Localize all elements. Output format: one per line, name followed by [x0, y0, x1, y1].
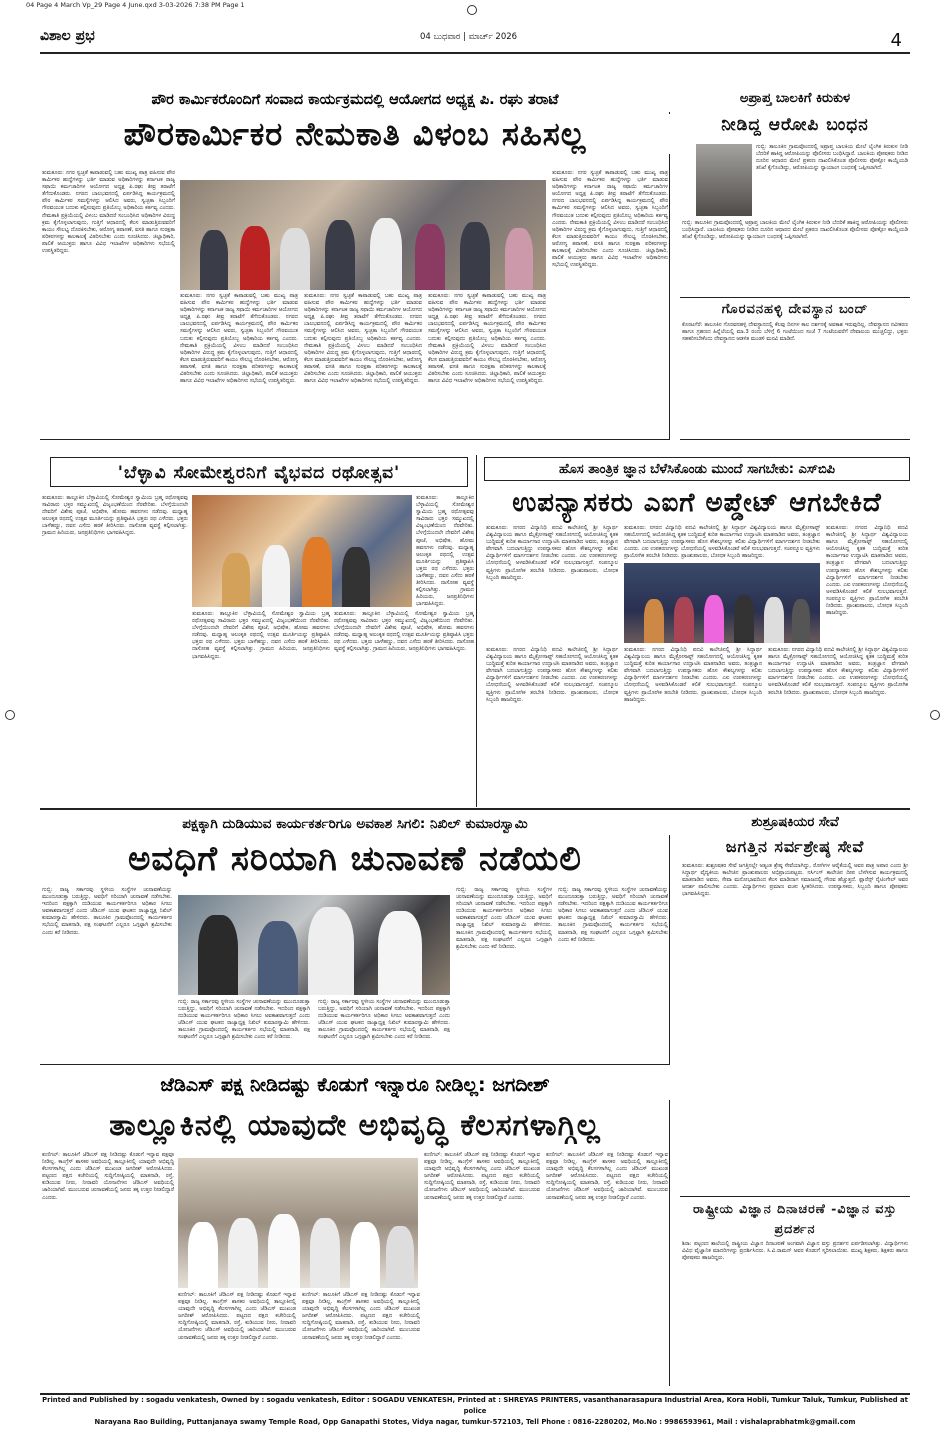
story-rathotsava-photo — [192, 495, 412, 607]
story-temple — [680, 300, 910, 440]
brand-name: ವಿಶಾಲ ಪ್ರಭ — [40, 28, 95, 44]
story-rathotsava-body-col3: ತುಮಕೂರು: ತಾಲ್ಲೂಕಿನ ಬೆಳ್ಳಾವಿಯಲ್ಲಿ ಸೋಮೇಶ್ವರ ಸ್ವಾಮಿಯ ಬ್ರಹ್ಮ ರಥೋತ್ಸವವು ಸಾವಿರಾರು ಭಕ್ತರ ಸಮ್ಮುಖದಲ್ಲಿ ವಿಜೃಂಭಣೆಯಿಂದ ನೆರವೇರಿತು. ಬೆಳಗ್ಗೆಯಿಂದಲೇ ದೇವರಿಗೆ ವಿಶೇಷ ಪೂಜೆ, ಅಭಿಷೇಕ, ಹೋಮ ಹವನಗಳು ನಡೆದವು. ಮಧ್ಯಾಹ್ನ ಅಲಂಕೃತ ರಥದಲ್ಲಿ ಉತ್ಸವ ಮೂರ್ತಿಯನ್ನು ಪ್ರತಿಷ್ಠಾಪಿಸಿ ಭಕ್ತರು ರಥ ಎಳೆದರು. ಭಕ್ತರು ಬಾಳೆಹಣ್ಣು, ದವನ ಎಸೆದು ಹರಕೆ ತೀರಿಸಿದರು. ದಾಸೋಹ ವ್ಯವಸ್ಥೆ ಕಲ್ಪಿಸಲಾಗಿತ್ತು. ಗ್ರಾಮದ ಹಿರಿಯರು, ಜನಪ್ರತಿನಿಧಿಗಳು ಭಾಗವಹಿಸಿದ್ದರು. — [192, 611, 330, 660]
story-jagadish — [40, 1070, 670, 1386]
story-nikhil-headline: ಅವಧಿಗೆ ಸರಿಯಾಗಿ ಚುನಾವಣೆ ನಡೆಯಲಿ — [128, 839, 582, 879]
story-jagadish-body-col3: ಕುಣಿಗಲ್: ತಾಲೂಕಿಗೆ ಜೆಡಿಎಸ್ ಪಕ್ಷ ನೀಡಿದಷ್ಟು ಕೊಡುಗೆ ಇನ್ನಾವ ಪಕ್ಷವೂ ನೀಡಿಲ್ಲ. ಕಾಂಗ್ರೆಸ್ ಶಾಸಕರ ಅವಧಿಯಲ್ಲಿ ತಾಲ್ಲೂಕಿನಲ್ಲಿ ಯಾವುದೇ ಅಭಿವೃದ್ಧಿ ಕೆಲಸಗಳಾಗಿಲ್ಲ ಎಂದು ಜೆಡಿಎಸ್ ಮುಖಂಡ ಜಗದೀಶ್ ಆರೋಪಿಸಿದರು. ಪಟ್ಟಣದ ಪಕ್ಷದ ಕಚೇರಿಯಲ್ಲಿ ಸುದ್ದಿಗೋಷ್ಠಿಯಲ್ಲಿ ಮಾತನಾಡಿ, ರಸ್ತೆ, ಕುಡಿಯುವ ನೀರು, ನೀರಾವರಿ ಯೋಜನೆಗಳು ಜೆಡಿಎಸ್ ಅವಧಿಯಲ್ಲಿ ಜಾರಿಯಾಗಿವೆ. ಮುಂಬರುವ ಚುನಾವಣೆಯಲ್ಲಿ ಜನರು ತಕ್ಕ ಉತ್ತರ ನೀಡಲಿದ್ದಾರೆ ಎಂದರು. — [302, 1292, 420, 1341]
story-rathotsava-headline: 'ಬೆಳ್ಳಾವಿ ಸೋಮೇಶ್ವರನಿಗೆ ವೈಭವದ ರಥೋತ್ಸವ' — [50, 457, 468, 487]
story-nursing-kicker: ಶುಶ್ರೂಷಕಿಯರ ಸೇವೆ — [680, 813, 910, 833]
story-science — [680, 1196, 910, 1386]
story-jagadish-photo — [178, 1158, 418, 1288]
story-ai-body-col4: ತುಮಕೂರು: ನಗರದ ವಿದ್ಯಾನಿಧಿ ಪದವಿ ಕಾಲೇಜಿನಲ್ಲಿ ಶ್ರೀ ಸಿದ್ಧಾರ್ಥ ವಿಶ್ವವಿದ್ಯಾಲಯ ಹಾಗೂ ಮೈಕ್ರೋಸಾಫ್ಟ್ ಸಹಯೋಗದಲ್ಲಿ ಆಯೋಜಿಸಿದ್ದ ಕೃತಕ ಬುದ್ಧಿಮತ್ತೆ ಕುರಿತ ಕಾರ್ಯಾಗಾರ ಉದ್ಘಾಟಿಸಿ ಮಾತನಾಡಿದ ಅವರು, ತಂತ್ರಜ್ಞಾನ ವೇಗವಾಗಿ ಬದಲಾಗುತ್ತಿದ್ದು ಉಪನ್ಯಾಸಕರು ಹೊಸ ಕೌಶಲ್ಯಗಳನ್ನು ಕಲಿತು ವಿದ್ಯಾರ್ಥಿಗಳಿಗೆ ಮಾರ್ಗದರ್ಶನ ನೀಡಬೇಕು ಎಂದರು. ಎಐ ಉಪಕರಣಗಳನ್ನು ಬೋಧನೆಯಲ್ಲಿ ಅಳವಡಿಸಿಕೊಂಡರೆ ಕಲಿಕೆ ಸುಲಭವಾಗುತ್ತದೆ. ಸಂಪನ್ಮೂಲ ವ್ಯಕ್ತಿಗಳು ಪ್ರಾಯೋಗಿಕ ತರಬೇತಿ ನೀಡಿದರು. ಪ್ರಾಂಶುಪಾಲರು, ಬೋಧಕ ಸಿಬ್ಬಂದಿ ಹಾಜರಿದ್ದರು. — [486, 647, 618, 703]
story-ai-body-col5: ತುಮಕೂರು: ನಗರದ ವಿದ್ಯಾನಿಧಿ ಪದವಿ ಕಾಲೇಜಿನಲ್ಲಿ ಶ್ರೀ ಸಿದ್ಧಾರ್ಥ ವಿಶ್ವವಿದ್ಯಾಲಯ ಹಾಗೂ ಮೈಕ್ರೋಸಾಫ್ಟ್ ಸಹಯೋಗದಲ್ಲಿ ಆಯೋಜಿಸಿದ್ದ ಕೃತಕ ಬುದ್ಧಿಮತ್ತೆ ಕುರಿತ ಕಾರ್ಯಾಗಾರ ಉದ್ಘಾಟಿಸಿ ಮಾತನಾಡಿದ ಅವರು, ತಂತ್ರಜ್ಞಾನ ವೇಗವಾಗಿ ಬದಲಾಗುತ್ತಿದ್ದು ಉಪನ್ಯಾಸಕರು ಹೊಸ ಕೌಶಲ್ಯಗಳನ್ನು ಕಲಿತು ವಿದ್ಯಾರ್ಥಿಗಳಿಗೆ ಮಾರ್ಗದರ್ಶನ ನೀಡಬೇಕು ಎಂದರು. ಎಐ ಉಪಕರಣಗಳನ್ನು ಬೋಧನೆಯಲ್ಲಿ ಅಳವಡಿಸಿಕೊಂಡರೆ ಕಲಿಕೆ ಸುಲಭವಾಗುತ್ತದೆ. ಸಂಪನ್ಮೂಲ ವ್ಯಕ್ತಿಗಳು ಪ್ರಾಯೋಗಿಕ ತರಬೇತಿ ನೀಡಿದರು. ಪ್ರಾಂಶುಪಾಲರು, ಬೋಧಕ ಸಿಬ್ಬಂದಿ ಹಾಜರಿದ್ದರು. — [624, 647, 762, 703]
story-nursing-body: ತುಮಕೂರು: ಶುಶ್ರೂಷಕರ ಸೇವೆ ಜಗತ್ತಿನಲ್ಲೇ ಅತ್ಯಂತ ಶ್ರೇಷ್ಠ ಸೇವೆಯಾಗಿದ್ದು, ರೋಗಿಗಳ ಆರೈಕೆಯಲ್ಲಿ ಅವರ ಪಾತ್ರ ಅಪಾರ ಎಂದು ಶ್ರೀ ಸಿದ್ಧಾರ್ಥ ವೈದ್ಯಕೀಯ ಕಾಲೇಜಿನ ಪ್ರಾಂಶುಪಾಲರು ಅಭಿಪ್ರಾಯಪಟ್ಟರು. ನರ್ಸಿಂಗ್ ಕಾಲೇಜಿನ ದೀಪ ಬೆಳಗಿಸುವ ಕಾರ್ಯಕ್ರಮದಲ್ಲಿ ಮಾತನಾಡಿದ ಅವರು, ಸೇವಾ ಮನೋಭಾವದಿಂದ ಕೆಲಸ ಮಾಡಿದಾಗ ಸಮಾಜದಲ್ಲಿ ಗೌರವ ಹೆಚ್ಚುತ್ತದೆ. ಫ್ಲಾರೆನ್ಸ್ ನೈಟಿಂಗೇಲ್ ಅವರ ಆದರ್ಶ ಪಾಲಿಸಬೇಕು ಎಂದರು. ವಿದ್ಯಾರ್ಥಿಗಳು ಪ್ರಮಾಣ ವಚನ ಸ್ವೀಕರಿಸಿದರು. ಉಪನ್ಯಾಸಕರು, ಸಿಬ್ಬಂದಿ ಹಾಗೂ ಪೋಷಕರು ಭಾಗವಹಿಸಿದ್ದರು. — [682, 863, 908, 898]
story-ai-headline: ಉಪನ್ಯಾಸಕರು ಎಐಗೆ ಅಪ್ಡೇಟ್ ಆಗಬೇಕಿದೆ — [512, 488, 882, 518]
story-nursing — [680, 813, 910, 1193]
story-lead-body-col1: ತುಮಕೂರು: ನಗರ ಸ್ವಚ್ಛತೆ ಕಾಪಾಡುವಲ್ಲಿ ಬಹು ಮುಖ್ಯ ಪಾತ್ರ ವಹಿಸುವ ಪೌರ ಕಾರ್ಮಿಕರ ಹುದ್ದೆಗಳನ್ನು ಭರ್ತಿ ಮಾಡುವ ಅಧಿಕಾರಿಗಳನ್ನು ಕರ್ನಾಟಕ ರಾಜ್ಯ ಸಫಾಯಿ ಕರ್ಮಚಾರಿಗಳ ಆಯೋಗದ ಅಧ್ಯಕ್ಷ ಪಿ.ರಘು ತೀವ್ರ ತರಾಟೆಗೆ ತೆಗೆದುಕೊಂಡರು. ನಗರದ ಬಾಲಭವನದಲ್ಲಿ ಏರ್ಪಡಿಸಿದ್ದ ಕಾರ್ಯಕ್ರಮದಲ್ಲಿ ಪೌರ ಕಾರ್ಮಿಕರ ಸಮಸ್ಯೆಗಳನ್ನು ಆಲಿಸಿದ ಅವರು, ಸ್ವಚ್ಛತಾ ಸಿಬ್ಬಂದಿಗೆ ಗೌರವಯುತ ಬದುಕು ಕಲ್ಪಿಸುವುದು ಪ್ರತಿಯೊಬ್ಬ ಅಧಿಕಾರಿಯ ಕರ್ತವ್ಯ ಎಂದರು. ನೇಮಕಾತಿ ಪ್ರಕ್ರಿಯೆಯಲ್ಲಿ ವಿಳಂಬ ಮಾಡಿದರೆ ಸಂಬಂಧಿಸಿದ ಅಧಿಕಾರಿಗಳ ವಿರುದ್ಧ ಕ್ರಮ ಕೈಗೊಳ್ಳಲಾಗುವುದು, ಗುತ್ತಿಗೆ ಆಧಾರದಲ್ಲಿ ಕೆಲಸ ಮಾಡುತ್ತಿರುವವರಿಗೆ ಕಾಯಂ ಸೌಲಭ್ಯ ದೊರಕಿಸಬೇಕು, ಆರೋಗ್ಯ ತಪಾಸಣೆ, ವಸತಿ ಹಾಗೂ ಸುರಕ್ಷತಾ ಪರಿಕರಗಳನ್ನು ಕಾಲಕಾಲಕ್ಕೆ ವಿತರಿಸಬೇಕು ಎಂದು ಸೂಚಿಸಿದರು. ಜಿಲ್ಲಾಧಿಕಾರಿ, ಪಾಲಿಕೆ ಆಯುಕ್ತರು ಹಾಗೂ ವಿವಿಧ ಇಲಾಖೆಗಳ ಅಧಿಕಾರಿಗಳು ಸಭೆಯಲ್ಲಿ ಉಪಸ್ಥಿತರಿದ್ದರು. — [42, 170, 175, 255]
print-slug: 04 Page 4 March Vp_29 Page 4 June.qxd 3-03-2026 7:38 PM Page 1 — [26, 1, 245, 9]
page-number: 4 — [890, 30, 902, 51]
crop-mark-icon — [5, 710, 15, 720]
story-ai — [484, 455, 910, 807]
story-science-headline: ರಾಷ್ಟ್ರೀಯ ವಿಜ್ಞಾನ ದಿನಾಚರಣೆ -ವಿಜ್ಞಾನ ವಸ್ತು ಪ್ರದರ್ಶನ — [693, 1201, 897, 1236]
imprint-line-1: Printed and Published by : sogadu venkatesh, Owned by : sogadu venkatesh, Editor : SOGADU VENKATESH, Printed at : SHREYAS PRINTERS, vasanthanarasapura Industrial Area, Kora Hobli, Tumkur Taluk, Tumkur, Published at police — [42, 1396, 908, 1415]
story-temple-body: ಕೊರಟಗೆರೆ: ತಾಲೂಕಿನ ಗೊರವನಹಳ್ಳಿ ದೇವಸ್ಥಾನದಲ್ಲಿ ಕೆಲವು ದಿನಗಳ ಕಾಲ ದರ್ಶನಕ್ಕೆ ಅವಕಾಶ ಇರುವುದಿಲ್ಲ. ದೇವಸ್ಥಾನದ ನವೀಕರಣ ಹಾಗೂ ಗ್ರಹಣದ ಹಿನ್ನೆಲೆಯಲ್ಲಿ ಮಾ.3 ರಂದು ಬೆಳಿಗ್ಗೆ 6 ಗಂಟೆಯಿಂದ ಸಂಜೆ 7 ಗಂಟೆಯವರೆಗೆ ದೇವಾಲಯ ಮುಚ್ಚಲಿದ್ದು, ಭಕ್ತರು ಸಹಕರಿಸಬೇಕೆಂದು ದೇವಸ್ಥಾನದ ಆಡಳಿತ ಮಂಡಳಿ ಮನವಿ ಮಾಡಿದೆ. — [682, 322, 908, 343]
story-arrest-body: ಗುಬ್ಬಿ: ತಾಲೂಕಿನ ಗ್ರಾಮವೊಂದರಲ್ಲಿ ಅಪ್ರಾಪ್ತ ಬಾಲಕಿಯ ಮೇಲೆ ಲೈಂಗಿಕ ಕಿರುಕುಳ ನೀಡಿ ಬೆದರಿಕೆ ಹಾಕಿದ್ದ ಆರೋಪಿಯನ್ನು ಪೊಲೀಸರು ಬಂಧಿಸಿದ್ದಾರೆ. ಬಾಲಕಿಯ ಪೋಷಕರು ನೀಡಿದ ದೂರಿನ ಆಧಾರದ ಮೇಲೆ ಪ್ರಕರಣ ದಾಖಲಿಸಿಕೊಂಡ ಪೊಲೀಸರು ಪೋಕ್ಸೋ ಕಾಯ್ದೆಯಡಿ ತನಿಖೆ ಕೈಗೊಂಡಿದ್ದು, ಆರೋಪಿಯನ್ನು ನ್ಯಾಯಾಂಗ ಬಂಧನಕ್ಕೆ ಒಪ್ಪಿಸಲಾಗಿದೆ. — [682, 220, 908, 241]
story-lead-body-col5: ತುಮಕೂರು: ನಗರ ಸ್ವಚ್ಛತೆ ಕಾಪಾಡುವಲ್ಲಿ ಬಹು ಮುಖ್ಯ ಪಾತ್ರ ವಹಿಸುವ ಪೌರ ಕಾರ್ಮಿಕರ ಹುದ್ದೆಗಳನ್ನು ಭರ್ತಿ ಮಾಡುವ ಅಧಿಕಾರಿಗಳನ್ನು ಕರ್ನಾಟಕ ರಾಜ್ಯ ಸಫಾಯಿ ಕರ್ಮಚಾರಿಗಳ ಆಯೋಗದ ಅಧ್ಯಕ್ಷ ಪಿ.ರಘು ತೀವ್ರ ತರಾಟೆಗೆ ತೆಗೆದುಕೊಂಡರು. ನಗರದ ಬಾಲಭವನದಲ್ಲಿ ಏರ್ಪಡಿಸಿದ್ದ ಕಾರ್ಯಕ್ರಮದಲ್ಲಿ ಪೌರ ಕಾರ್ಮಿಕರ ಸಮಸ್ಯೆಗಳನ್ನು ಆಲಿಸಿದ ಅವರು, ಸ್ವಚ್ಛತಾ ಸಿಬ್ಬಂದಿಗೆ ಗೌರವಯುತ ಬದುಕು ಕಲ್ಪಿಸುವುದು ಪ್ರತಿಯೊಬ್ಬ ಅಧಿಕಾರಿಯ ಕರ್ತವ್ಯ ಎಂದರು. ನೇಮಕಾತಿ ಪ್ರಕ್ರಿಯೆಯಲ್ಲಿ ವಿಳಂಬ ಮಾಡಿದರೆ ಸಂಬಂಧಿಸಿದ ಅಧಿಕಾರಿಗಳ ವಿರುದ್ಧ ಕ್ರಮ ಕೈಗೊಳ್ಳಲಾಗುವುದು, ಗುತ್ತಿಗೆ ಆಧಾರದಲ್ಲಿ ಕೆಲಸ ಮಾಡುತ್ತಿರುವವರಿಗೆ ಕಾಯಂ ಸೌಲಭ್ಯ ದೊರಕಿಸಬೇಕು, ಆರೋಗ್ಯ ತಪಾಸಣೆ, ವಸತಿ ಹಾಗೂ ಸುರಕ್ಷತಾ ಪರಿಕರಗಳನ್ನು ಕಾಲಕಾಲಕ್ಕೆ ವಿತರಿಸಬೇಕು ಎಂದು ಸೂಚಿಸಿದರು. ಜಿಲ್ಲಾಧಿಕಾರಿ, ಪಾಲಿಕೆ ಆಯುಕ್ತರು ಹಾಗೂ ವಿವಿಧ ಇಲಾಖೆಗಳ ಅಧಿಕಾರಿಗಳು ಸಭೆಯಲ್ಲಿ ಉಪಸ್ಥಿತರಿದ್ದರು. — [552, 170, 668, 269]
story-lead-body-col4: ತುಮಕೂರು: ನಗರ ಸ್ವಚ್ಛತೆ ಕಾಪಾಡುವಲ್ಲಿ ಬಹು ಮುಖ್ಯ ಪಾತ್ರ ವಹಿಸುವ ಪೌರ ಕಾರ್ಮಿಕರ ಹುದ್ದೆಗಳನ್ನು ಭರ್ತಿ ಮಾಡುವ ಅಧಿಕಾರಿಗಳನ್ನು ಕರ್ನಾಟಕ ರಾಜ್ಯ ಸಫಾಯಿ ಕರ್ಮಚಾರಿಗಳ ಆಯೋಗದ ಅಧ್ಯಕ್ಷ ಪಿ.ರಘು ತೀವ್ರ ತರಾಟೆಗೆ ತೆಗೆದುಕೊಂಡರು. ನಗರದ ಬಾಲಭವನದಲ್ಲಿ ಏರ್ಪಡಿಸಿದ್ದ ಕಾರ್ಯಕ್ರಮದಲ್ಲಿ ಪೌರ ಕಾರ್ಮಿಕರ ಸಮಸ್ಯೆಗಳನ್ನು ಆಲಿಸಿದ ಅವರು, ಸ್ವಚ್ಛತಾ ಸಿಬ್ಬಂದಿಗೆ ಗೌರವಯುತ ಬದುಕು ಕಲ್ಪಿಸುವುದು ಪ್ರತಿಯೊಬ್ಬ ಅಧಿಕಾರಿಯ ಕರ್ತವ್ಯ ಎಂದರು. ನೇಮಕಾತಿ ಪ್ರಕ್ರಿಯೆಯಲ್ಲಿ ವಿಳಂಬ ಮಾಡಿದರೆ ಸಂಬಂಧಿಸಿದ ಅಧಿಕಾರಿಗಳ ವಿರುದ್ಧ ಕ್ರಮ ಕೈಗೊಳ್ಳಲಾಗುವುದು, ಗುತ್ತಿಗೆ ಆಧಾರದಲ್ಲಿ ಕೆಲಸ ಮಾಡುತ್ತಿರುವವರಿಗೆ ಕಾಯಂ ಸೌಲಭ್ಯ ದೊರಕಿಸಬೇಕು, ಆರೋಗ್ಯ ತಪಾಸಣೆ, ವಸತಿ ಹಾಗೂ ಸುರಕ್ಷತಾ ಪರಿಕರಗಳನ್ನು ಕಾಲಕಾಲಕ್ಕೆ ವಿತರಿಸಬೇಕು ಎಂದು ಸೂಚಿಸಿದರು. ಜಿಲ್ಲಾಧಿಕಾರಿ, ಪಾಲಿಕೆ ಆಯುಕ್ತರು ಹಾಗೂ ವಿವಿಧ ಇಲಾಖೆಗಳ ಅಧಿಕಾರಿಗಳು ಸಭೆಯಲ್ಲಿ ಉಪಸ್ಥಿತರಿದ್ದರು. — [428, 293, 546, 385]
story-lead-body-col3: ತುಮಕೂರು: ನಗರ ಸ್ವಚ್ಛತೆ ಕಾಪಾಡುವಲ್ಲಿ ಬಹು ಮುಖ್ಯ ಪಾತ್ರ ವಹಿಸುವ ಪೌರ ಕಾರ್ಮಿಕರ ಹುದ್ದೆಗಳನ್ನು ಭರ್ತಿ ಮಾಡುವ ಅಧಿಕಾರಿಗಳನ್ನು ಕರ್ನಾಟಕ ರಾಜ್ಯ ಸಫಾಯಿ ಕರ್ಮಚಾರಿಗಳ ಆಯೋಗದ ಅಧ್ಯಕ್ಷ ಪಿ.ರಘು ತೀವ್ರ ತರಾಟೆಗೆ ತೆಗೆದುಕೊಂಡರು. ನಗರದ ಬಾಲಭವನದಲ್ಲಿ ಏರ್ಪಡಿಸಿದ್ದ ಕಾರ್ಯಕ್ರಮದಲ್ಲಿ ಪೌರ ಕಾರ್ಮಿಕರ ಸಮಸ್ಯೆಗಳನ್ನು ಆಲಿಸಿದ ಅವರು, ಸ್ವಚ್ಛತಾ ಸಿಬ್ಬಂದಿಗೆ ಗೌರವಯುತ ಬದುಕು ಕಲ್ಪಿಸುವುದು ಪ್ರತಿಯೊಬ್ಬ ಅಧಿಕಾರಿಯ ಕರ್ತವ್ಯ ಎಂದರು. ನೇಮಕಾತಿ ಪ್ರಕ್ರಿಯೆಯಲ್ಲಿ ವಿಳಂಬ ಮಾಡಿದರೆ ಸಂಬಂಧಿಸಿದ ಅಧಿಕಾರಿಗಳ ವಿರುದ್ಧ ಕ್ರಮ ಕೈಗೊಳ್ಳಲಾಗುವುದು, ಗುತ್ತಿಗೆ ಆಧಾರದಲ್ಲಿ ಕೆಲಸ ಮಾಡುತ್ತಿರುವವರಿಗೆ ಕಾಯಂ ಸೌಲಭ್ಯ ದೊರಕಿಸಬೇಕು, ಆರೋಗ್ಯ ತಪಾಸಣೆ, ವಸತಿ ಹಾಗೂ ಸುರಕ್ಷತಾ ಪರಿಕರಗಳನ್ನು ಕಾಲಕಾಲಕ್ಕೆ ವಿತರಿಸಬೇಕು ಎಂದು ಸೂಚಿಸಿದರು. ಜಿಲ್ಲಾಧಿಕಾರಿ, ಪಾಲಿಕೆ ಆಯುಕ್ತರು ಹಾಗೂ ವಿವಿಧ ಇಲಾಖೆಗಳ ಅಧಿಕಾರಿಗಳು ಸಭೆಯಲ್ಲಿ ಉಪಸ್ಥಿತರಿದ್ದರು. — [304, 293, 422, 385]
story-nikhil-body-col4: ಗುಬ್ಬಿ: ರಾಜ್ಯ ಸರ್ಕಾರವು ಸ್ಥಳೀಯ ಸಂಸ್ಥೆಗಳ ಚುನಾವಣೆಯನ್ನು ಮುಂದೂಡುತ್ತಾ ಬರುತ್ತಿದ್ದು, ಅವಧಿಗೆ ಸರಿಯಾಗಿ ಚುನಾವಣೆ ನಡೆಸಬೇಕು. ಇದರಿಂದ ಪಕ್ಷಕ್ಕಾಗಿ ದುಡಿಯುವ ಕಾರ್ಯಕರ್ತರಿಗೂ ಅಧಿಕಾರ ಸಿಗಲು ಅವಕಾಶವಾಗುತ್ತದೆ ಎಂದು ಜೆಡಿಎಸ್ ಯುವ ಘಟಕದ ರಾಜ್ಯಾಧ್ಯಕ್ಷ ನಿಖಿಲ್ ಕುಮಾರಸ್ವಾಮಿ ಹೇಳಿದರು. ತಾಲೂಕಿನ ಗ್ರಾಮವೊಂದರಲ್ಲಿ ಕಾರ್ಯಕರ್ತರ ಸಭೆಯಲ್ಲಿ ಮಾತನಾಡಿ, ಪಕ್ಷ ಸಂಘಟನೆಗೆ ಎಲ್ಲರೂ ಒಗ್ಗಟ್ಟಾಗಿ ಶ್ರಮಿಸಬೇಕು ಎಂದು ಕರೆ ನೀಡಿದರು. — [318, 999, 450, 1041]
story-jagadish-body-col2: ಕುಣಿಗಲ್: ತಾಲೂಕಿಗೆ ಜೆಡಿಎಸ್ ಪಕ್ಷ ನೀಡಿದಷ್ಟು ಕೊಡುಗೆ ಇನ್ನಾವ ಪಕ್ಷವೂ ನೀಡಿಲ್ಲ. ಕಾಂಗ್ರೆಸ್ ಶಾಸಕರ ಅವಧಿಯಲ್ಲಿ ತಾಲ್ಲೂಕಿನಲ್ಲಿ ಯಾವುದೇ ಅಭಿವೃದ್ಧಿ ಕೆಲಸಗಳಾಗಿಲ್ಲ ಎಂದು ಜೆಡಿಎಸ್ ಮುಖಂಡ ಜಗದೀಶ್ ಆರೋಪಿಸಿದರು. ಪಟ್ಟಣದ ಪಕ್ಷದ ಕಚೇರಿಯಲ್ಲಿ ಸುದ್ದಿಗೋಷ್ಠಿಯಲ್ಲಿ ಮಾತನಾಡಿ, ರಸ್ತೆ, ಕುಡಿಯುವ ನೀರು, ನೀರಾವರಿ ಯೋಜನೆಗಳು ಜೆಡಿಎಸ್ ಅವಧಿಯಲ್ಲಿ ಜಾರಿಯಾಗಿವೆ. ಮುಂಬರುವ ಚುನಾವಣೆಯಲ್ಲಿ ಜನರು ತಕ್ಕ ಉತ್ತರ ನೀಡಲಿದ್ದಾರೆ ಎಂದರು. — [178, 1292, 296, 1341]
story-arrest — [680, 88, 910, 298]
story-nursing-headline: ಜಗತ್ತಿನ ಸರ್ವಶ್ರೇಷ್ಠ ಸೇವೆ — [725, 837, 865, 856]
section-divider — [40, 808, 910, 810]
crop-mark-icon — [930, 710, 940, 720]
crop-mark-icon — [467, 5, 477, 15]
imprint-footer — [40, 1393, 910, 1428]
story-nikhil-photo — [178, 895, 450, 995]
story-ai-kicker: ಹೊಸ ತಾಂತ್ರಿಕ ಜ್ಞಾನ ಬೆಳೆಸಿಕೊಂಡು ಮುಂದೆ ಸಾಗಬೇಕು: ಎಸ್‌ಬಿಪಿ — [484, 457, 910, 481]
story-rathotsava — [40, 455, 477, 807]
story-jagadish-body-col5: ಕುಣಿಗಲ್: ತಾಲೂಕಿಗೆ ಜೆಡಿಎಸ್ ಪಕ್ಷ ನೀಡಿದಷ್ಟು ಕೊಡುಗೆ ಇನ್ನಾವ ಪಕ್ಷವೂ ನೀಡಿಲ್ಲ. ಕಾಂಗ್ರೆಸ್ ಶಾಸಕರ ಅವಧಿಯಲ್ಲಿ ತಾಲ್ಲೂಕಿನಲ್ಲಿ ಯಾವುದೇ ಅಭಿವೃದ್ಧಿ ಕೆಲಸಗಳಾಗಿಲ್ಲ ಎಂದು ಜೆಡಿಎಸ್ ಮುಖಂಡ ಜಗದೀಶ್ ಆರೋಪಿಸಿದರು. ಪಟ್ಟಣದ ಪಕ್ಷದ ಕಚೇರಿಯಲ್ಲಿ ಸುದ್ದಿಗೋಷ್ಠಿಯಲ್ಲಿ ಮಾತನಾಡಿ, ರಸ್ತೆ, ಕುಡಿಯುವ ನೀರು, ನೀರಾವರಿ ಯೋಜನೆಗಳು ಜೆಡಿಎಸ್ ಅವಧಿಯಲ್ಲಿ ಜಾರಿಯಾಗಿವೆ. ಮುಂಬರುವ ಚುನಾವಣೆಯಲ್ಲಿ ಜನರು ತಕ್ಕ ಉತ್ತರ ನೀಡಲಿದ್ದಾರೆ ಎಂದರು. — [546, 1152, 668, 1201]
story-lead-kicker: ಪೌರ ಕಾರ್ಮಿಕರೊಂದಿಗೆ ಸಂವಾದ ಕಾರ್ಯಕ್ರಮದಲ್ಲಿ ಆಯೋಗದ ಅಧ್ಯಕ್ಷ ಪಿ. ರಘು ತರಾಟೆ — [40, 88, 670, 112]
date-line: 04 ಬುಧವಾರ | ಮಾರ್ಚ್ 2026 — [420, 32, 518, 42]
story-lead — [40, 88, 670, 440]
story-temple-headline: ಗೊರವನಹಳ್ಳಿ ದೇವಸ್ಥಾನ ಬಂದ್ — [721, 302, 869, 317]
story-ai-body-col2: ತುಮಕೂರು: ನಗರದ ವಿದ್ಯಾನಿಧಿ ಪದವಿ ಕಾಲೇಜಿನಲ್ಲಿ ಶ್ರೀ ಸಿದ್ಧಾರ್ಥ ವಿಶ್ವವಿದ್ಯಾಲಯ ಹಾಗೂ ಮೈಕ್ರೋಸಾಫ್ಟ್ ಸಹಯೋಗದಲ್ಲಿ ಆಯೋಜಿಸಿದ್ದ ಕೃತಕ ಬುದ್ಧಿಮತ್ತೆ ಕುರಿತ ಕಾರ್ಯಾಗಾರ ಉದ್ಘಾಟಿಸಿ ಮಾತನಾಡಿದ ಅವರು, ತಂತ್ರಜ್ಞಾನ ವೇಗವಾಗಿ ಬದಲಾಗುತ್ತಿದ್ದು ಉಪನ್ಯಾಸಕರು ಹೊಸ ಕೌಶಲ್ಯಗಳನ್ನು ಕಲಿತು ವಿದ್ಯಾರ್ಥಿಗಳಿಗೆ ಮಾರ್ಗದರ್ಶನ ನೀಡಬೇಕು ಎಂದರು. ಎಐ ಉಪಕರಣಗಳನ್ನು ಬೋಧನೆಯಲ್ಲಿ ಅಳವಡಿಸಿಕೊಂಡರೆ ಕಲಿಕೆ ಸುಲಭವಾಗುತ್ತದೆ. ಸಂಪನ್ಮೂಲ ವ್ಯಕ್ತಿಗಳು ಪ್ರಾಯೋಗಿಕ ತರಬೇತಿ ನೀಡಿದರು. ಪ್ರಾಂಶುಪಾಲರು, ಬೋಧಕ ಸಿಬ್ಬಂದಿ ಹಾಜರಿದ್ದರು. — [624, 525, 820, 560]
story-nikhil-body-col3: ಗುಬ್ಬಿ: ರಾಜ್ಯ ಸರ್ಕಾರವು ಸ್ಥಳೀಯ ಸಂಸ್ಥೆಗಳ ಚುನಾವಣೆಯನ್ನು ಮುಂದೂಡುತ್ತಾ ಬರುತ್ತಿದ್ದು, ಅವಧಿಗೆ ಸರಿಯಾಗಿ ಚುನಾವಣೆ ನಡೆಸಬೇಕು. ಇದರಿಂದ ಪಕ್ಷಕ್ಕಾಗಿ ದುಡಿಯುವ ಕಾರ್ಯಕರ್ತರಿಗೂ ಅಧಿಕಾರ ಸಿಗಲು ಅವಕಾಶವಾಗುತ್ತದೆ ಎಂದು ಜೆಡಿಎಸ್ ಯುವ ಘಟಕದ ರಾಜ್ಯಾಧ್ಯಕ್ಷ ನಿಖಿಲ್ ಕುಮಾರಸ್ವಾಮಿ ಹೇಳಿದರು. ತಾಲೂಕಿನ ಗ್ರಾಮವೊಂದರಲ್ಲಿ ಕಾರ್ಯಕರ್ತರ ಸಭೆಯಲ್ಲಿ ಮಾತನಾಡಿ, ಪಕ್ಷ ಸಂಘಟನೆಗೆ ಎಲ್ಲರೂ ಒಗ್ಗಟ್ಟಾಗಿ ಶ್ರಮಿಸಬೇಕು ಎಂದು ಕರೆ ನೀಡಿದರು. — [178, 999, 310, 1041]
story-nikhil-kicker: ಪಕ್ಷಕ್ಕಾಗಿ ದುಡಿಯುವ ಕಾರ್ಯಕರ್ತರಿಗೂ ಅವಕಾಶ ಸಿಗಲಿ: ನಿಖಿಲ್ ಕುಮಾರಸ್ವಾಮಿ — [40, 813, 670, 835]
story-rathotsava-body-col2: ತುಮಕೂರು: ತಾಲ್ಲೂಕಿನ ಬೆಳ್ಳಾವಿಯಲ್ಲಿ ಸೋಮೇಶ್ವರ ಸ್ವಾಮಿಯ ಬ್ರಹ್ಮ ರಥೋತ್ಸವವು ಸಾವಿರಾರು ಭಕ್ತರ ಸಮ್ಮುಖದಲ್ಲಿ ವಿಜೃಂಭಣೆಯಿಂದ ನೆರವೇರಿತು. ಬೆಳಗ್ಗೆಯಿಂದಲೇ ದೇವರಿಗೆ ವಿಶೇಷ ಪೂಜೆ, ಅಭಿಷೇಕ, ಹೋಮ ಹವನಗಳು ನಡೆದವು. ಮಧ್ಯಾಹ್ನ ಅಲಂಕೃತ ರಥದಲ್ಲಿ ಉತ್ಸವ ಮೂರ್ತಿಯನ್ನು ಪ್ರತಿಷ್ಠಾಪಿಸಿ ಭಕ್ತರು ರಥ ಎಳೆದರು. ಭಕ್ತರು ಬಾಳೆಹಣ್ಣು, ದವನ ಎಸೆದು ಹರಕೆ ತೀರಿಸಿದರು. ದಾಸೋಹ ವ್ಯವಸ್ಥೆ ಕಲ್ಪಿಸಲಾಗಿತ್ತು. ಗ್ರಾಮದ ಹಿರಿಯರು, ಜನಪ್ರತಿನಿಧಿಗಳು ಭಾಗವಹಿಸಿದ್ದರು. — [416, 495, 474, 607]
imprint-line-2: Narayana Rao Building, Puttanjanaya swamy Temple Road, Opp Ganapathi Stotes, Vidya nagar, tumkur-572103, Tell Phone : 0816-2280202, Mo.No : 9986593961, Mail : vishalaprabhatmk@gmail.com — [94, 1418, 856, 1426]
story-nikhil-body-col5: ಗುಬ್ಬಿ: ರಾಜ್ಯ ಸರ್ಕಾರವು ಸ್ಥಳೀಯ ಸಂಸ್ಥೆಗಳ ಚುನಾವಣೆಯನ್ನು ಮುಂದೂಡುತ್ತಾ ಬರುತ್ತಿದ್ದು, ಅವಧಿಗೆ ಸರಿಯಾಗಿ ಚುನಾವಣೆ ನಡೆಸಬೇಕು. ಇದರಿಂದ ಪಕ್ಷಕ್ಕಾಗಿ ದುಡಿಯುವ ಕಾರ್ಯಕರ್ತರಿಗೂ ಅಧಿಕಾರ ಸಿಗಲು ಅವಕಾಶವಾಗುತ್ತದೆ ಎಂದು ಜೆಡಿಎಸ್ ಯುವ ಘಟಕದ ರಾಜ್ಯಾಧ್ಯಕ್ಷ ನಿಖಿಲ್ ಕುಮಾರಸ್ವಾಮಿ ಹೇಳಿದರು. ತಾಲೂಕಿನ ಗ್ರಾಮವೊಂದರಲ್ಲಿ ಕಾರ್ಯಕರ್ತರ ಸಭೆಯಲ್ಲಿ ಮಾತನಾಡಿ, ಪಕ್ಷ ಸಂಘಟನೆಗೆ ಎಲ್ಲರೂ ಒಗ್ಗಟ್ಟಾಗಿ ಶ್ರಮಿಸಬೇಕು ಎಂದು ಕರೆ ನೀಡಿದರು. — [558, 887, 668, 943]
story-rathotsava-body-col4: ತುಮಕೂರು: ತಾಲ್ಲೂಕಿನ ಬೆಳ್ಳಾವಿಯಲ್ಲಿ ಸೋಮೇಶ್ವರ ಸ್ವಾಮಿಯ ಬ್ರಹ್ಮ ರಥೋತ್ಸವವು ಸಾವಿರಾರು ಭಕ್ತರ ಸಮ್ಮುಖದಲ್ಲಿ ವಿಜೃಂಭಣೆಯಿಂದ ನೆರವೇರಿತು. ಬೆಳಗ್ಗೆಯಿಂದಲೇ ದೇವರಿಗೆ ವಿಶೇಷ ಪೂಜೆ, ಅಭಿಷೇಕ, ಹೋಮ ಹವನಗಳು ನಡೆದವು. ಮಧ್ಯಾಹ್ನ ಅಲಂಕೃತ ರಥದಲ್ಲಿ ಉತ್ಸವ ಮೂರ್ತಿಯನ್ನು ಪ್ರತಿಷ್ಠಾಪಿಸಿ ಭಕ್ತರು ರಥ ಎಳೆದರು. ಭಕ್ತರು ಬಾಳೆಹಣ್ಣು, ದವನ ಎಸೆದು ಹರಕೆ ತೀರಿಸಿದರು. ದಾಸೋಹ ವ್ಯವಸ್ಥೆ ಕಲ್ಪಿಸಲಾಗಿತ್ತು. ಗ್ರಾಮದ ಹಿರಿಯರು, ಜನಪ್ರತಿನಿಧಿಗಳು ಭಾಗವಹಿಸಿದ್ದರು. — [334, 611, 474, 653]
story-science-body: ಶಿರಾ: ಪಟ್ಟಣದ ಶಾಲೆಯಲ್ಲಿ ರಾಷ್ಟ್ರೀಯ ವಿಜ್ಞಾನ ದಿನಾಚರಣೆ ಅಂಗವಾಗಿ ವಿಜ್ಞಾನ ವಸ್ತು ಪ್ರದರ್ಶನ ಏರ್ಪಡಿಸಲಾಗಿತ್ತು. ವಿದ್ಯಾರ್ಥಿಗಳು ವಿವಿಧ ವೈಜ್ಞಾನಿಕ ಮಾದರಿಗಳನ್ನು ಪ್ರದರ್ಶಿಸಿದರು. ಸಿ.ವಿ.ರಾಮನ್ ಅವರ ಕೊಡುಗೆ ಸ್ಮರಿಸಲಾಯಿತು. ಮುಖ್ಯ ಶಿಕ್ಷಕರು, ಶಿಕ್ಷಕರು ಹಾಗೂ ಪೋಷಕರು ಹಾಜರಿದ್ದರು. — [682, 1241, 908, 1262]
story-ai-body-col1: ತುಮಕೂರು: ನಗರದ ವಿದ್ಯಾನಿಧಿ ಪದವಿ ಕಾಲೇಜಿನಲ್ಲಿ ಶ್ರೀ ಸಿದ್ಧಾರ್ಥ ವಿಶ್ವವಿದ್ಯಾಲಯ ಹಾಗೂ ಮೈಕ್ರೋಸಾಫ್ಟ್ ಸಹಯೋಗದಲ್ಲಿ ಆಯೋಜಿಸಿದ್ದ ಕೃತಕ ಬುದ್ಧಿಮತ್ತೆ ಕುರಿತ ಕಾರ್ಯಾಗಾರ ಉದ್ಘಾಟಿಸಿ ಮಾತನಾಡಿದ ಅವರು, ತಂತ್ರಜ್ಞಾನ ವೇಗವಾಗಿ ಬದಲಾಗುತ್ತಿದ್ದು ಉಪನ್ಯಾಸಕರು ಹೊಸ ಕೌಶಲ್ಯಗಳನ್ನು ಕಲಿತು ವಿದ್ಯಾರ್ಥಿಗಳಿಗೆ ಮಾರ್ಗದರ್ಶನ ನೀಡಬೇಕು ಎಂದರು. ಎಐ ಉಪಕರಣಗಳನ್ನು ಬೋಧನೆಯಲ್ಲಿ ಅಳವಡಿಸಿಕೊಂಡರೆ ಕಲಿಕೆ ಸುಲಭವಾಗುತ್ತದೆ. ಸಂಪನ್ಮೂಲ ವ್ಯಕ್ತಿಗಳು ಪ್ರಾಯೋಗಿಕ ತರಬೇತಿ ನೀಡಿದರು. ಪ್ರಾಂಶುಪಾಲರು, ಬೋಧಕ ಸಿಬ್ಬಂದಿ ಹಾಜರಿದ್ದರು. — [486, 525, 618, 581]
story-arrest-headline: ನೀಡಿದ್ದ ಆರೋಪಿ ಬಂಧನ — [721, 115, 869, 135]
story-jagadish-body-col4: ಕುಣಿಗಲ್: ತಾಲೂಕಿಗೆ ಜೆಡಿಎಸ್ ಪಕ್ಷ ನೀಡಿದಷ್ಟು ಕೊಡುಗೆ ಇನ್ನಾವ ಪಕ್ಷವೂ ನೀಡಿಲ್ಲ. ಕಾಂಗ್ರೆಸ್ ಶಾಸಕರ ಅವಧಿಯಲ್ಲಿ ತಾಲ್ಲೂಕಿನಲ್ಲಿ ಯಾವುದೇ ಅಭಿವೃದ್ಧಿ ಕೆಲಸಗಳಾಗಿಲ್ಲ ಎಂದು ಜೆಡಿಎಸ್ ಮುಖಂಡ ಜಗದೀಶ್ ಆರೋಪಿಸಿದರು. ಪಟ್ಟಣದ ಪಕ್ಷದ ಕಚೇರಿಯಲ್ಲಿ ಸುದ್ದಿಗೋಷ್ಠಿಯಲ್ಲಿ ಮಾತನಾಡಿ, ರಸ್ತೆ, ಕುಡಿಯುವ ನೀರು, ನೀರಾವರಿ ಯೋಜನೆಗಳು ಜೆಡಿಎಸ್ ಅವಧಿಯಲ್ಲಿ ಜಾರಿಯಾಗಿವೆ. ಮುಂಬರುವ ಚುನಾವಣೆಯಲ್ಲಿ ಜನರು ತಕ್ಕ ಉತ್ತರ ನೀಡಲಿದ್ದಾರೆ ಎಂದರು. — [424, 1152, 540, 1201]
story-rathotsava-body-col1: ತುಮಕೂರು: ತಾಲ್ಲೂಕಿನ ಬೆಳ್ಳಾವಿಯಲ್ಲಿ ಸೋಮೇಶ್ವರ ಸ್ವಾಮಿಯ ಬ್ರಹ್ಮ ರಥೋತ್ಸವವು ಸಾವಿರಾರು ಭಕ್ತರ ಸಮ್ಮುಖದಲ್ಲಿ ವಿಜೃಂಭಣೆಯಿಂದ ನೆರವೇರಿತು. ಬೆಳಗ್ಗೆಯಿಂದಲೇ ದೇವರಿಗೆ ವಿಶೇಷ ಪೂಜೆ, ಅಭಿಷೇಕ, ಹೋಮ ಹವನಗಳು ನಡೆದವು. ಮಧ್ಯಾಹ್ನ ಅಲಂಕೃತ ರಥದಲ್ಲಿ ಉತ್ಸವ ಮೂರ್ತಿಯನ್ನು ಪ್ರತಿಷ್ಠಾಪಿಸಿ ಭಕ್ತರು ರಥ ಎಳೆದರು. ಭಕ್ತರು ಬಾಳೆಹಣ್ಣು, ದವನ ಎಸೆದು ಹರಕೆ ತೀರಿಸಿದರು. ದಾಸೋಹ ವ್ಯವಸ್ಥೆ ಕಲ್ಪಿಸಲಾಗಿತ್ತು. ಗ್ರಾಮದ ಹಿರಿಯರು, ಜನಪ್ರತಿನಿಧಿಗಳು ಭಾಗವಹಿಸಿದ್ದರು. — [42, 495, 188, 537]
story-ai-body-col6: ತುಮಕೂರು: ನಗರದ ವಿದ್ಯಾನಿಧಿ ಪದವಿ ಕಾಲೇಜಿನಲ್ಲಿ ಶ್ರೀ ಸಿದ್ಧಾರ್ಥ ವಿಶ್ವವಿದ್ಯಾಲಯ ಹಾಗೂ ಮೈಕ್ರೋಸಾಫ್ಟ್ ಸಹಯೋಗದಲ್ಲಿ ಆಯೋಜಿಸಿದ್ದ ಕೃತಕ ಬುದ್ಧಿಮತ್ತೆ ಕುರಿತ ಕಾರ್ಯಾಗಾರ ಉದ್ಘಾಟಿಸಿ ಮಾತನಾಡಿದ ಅವರು, ತಂತ್ರಜ್ಞಾನ ವೇಗವಾಗಿ ಬದಲಾಗುತ್ತಿದ್ದು ಉಪನ್ಯಾಸಕರು ಹೊಸ ಕೌಶಲ್ಯಗಳನ್ನು ಕಲಿತು ವಿದ್ಯಾರ್ಥಿಗಳಿಗೆ ಮಾರ್ಗದರ್ಶನ ನೀಡಬೇಕು ಎಂದರು. ಎಐ ಉಪಕರಣಗಳನ್ನು ಬೋಧನೆಯಲ್ಲಿ ಅಳವಡಿಸಿಕೊಂಡರೆ ಕಲಿಕೆ ಸುಲಭವಾಗುತ್ತದೆ. ಸಂಪನ್ಮೂಲ ವ್ಯಕ್ತಿಗಳು ಪ್ರಾಯೋಗಿಕ ತರಬೇತಿ ನೀಡಿದರು. ಪ್ರಾಂಶುಪಾಲರು, ಬೋಧಕ ಸಿಬ್ಬಂದಿ ಹಾಜರಿದ್ದರು. — [768, 647, 908, 696]
story-nikhil — [40, 813, 670, 1065]
masthead — [40, 28, 910, 54]
story-ai-photo — [624, 563, 820, 643]
story-arrest-body-top: ಗುಬ್ಬಿ: ತಾಲೂಕಿನ ಗ್ರಾಮವೊಂದರಲ್ಲಿ ಅಪ್ರಾಪ್ತ ಬಾಲಕಿಯ ಮೇಲೆ ಲೈಂಗಿಕ ಕಿರುಕುಳ ನೀಡಿ ಬೆದರಿಕೆ ಹಾಕಿದ್ದ ಆರೋಪಿಯನ್ನು ಪೊಲೀಸರು ಬಂಧಿಸಿದ್ದಾರೆ. ಬಾಲಕಿಯ ಪೋಷಕರು ನೀಡಿದ ದೂರಿನ ಆಧಾರದ ಮೇಲೆ ಪ್ರಕರಣ ದಾಖಲಿಸಿಕೊಂಡ ಪೊಲೀಸರು ಪೋಕ್ಸೋ ಕಾಯ್ದೆಯಡಿ ತನಿಖೆ ಕೈಗೊಂಡಿದ್ದು, ಆರೋಪಿಯನ್ನು ನ್ಯಾಯಾಂಗ ಬಂಧನಕ್ಕೆ ಒಪ್ಪಿಸಲಾಗಿದೆ. — [756, 144, 908, 172]
story-ai-body-col3: ತುಮಕೂರು: ನಗರದ ವಿದ್ಯಾನಿಧಿ ಪದವಿ ಕಾಲೇಜಿನಲ್ಲಿ ಶ್ರೀ ಸಿದ್ಧಾರ್ಥ ವಿಶ್ವವಿದ್ಯಾಲಯ ಹಾಗೂ ಮೈಕ್ರೋಸಾಫ್ಟ್ ಸಹಯೋಗದಲ್ಲಿ ಆಯೋಜಿಸಿದ್ದ ಕೃತಕ ಬುದ್ಧಿಮತ್ತೆ ಕುರಿತ ಕಾರ್ಯಾಗಾರ ಉದ್ಘಾಟಿಸಿ ಮಾತನಾಡಿದ ಅವರು, ತಂತ್ರಜ್ಞಾನ ವೇಗವಾಗಿ ಬದಲಾಗುತ್ತಿದ್ದು ಉಪನ್ಯಾಸಕರು ಹೊಸ ಕೌಶಲ್ಯಗಳನ್ನು ಕಲಿತು ವಿದ್ಯಾರ್ಥಿಗಳಿಗೆ ಮಾರ್ಗದರ್ಶನ ನೀಡಬೇಕು ಎಂದರು. ಎಐ ಉಪಕರಣಗಳನ್ನು ಬೋಧನೆಯಲ್ಲಿ ಅಳವಡಿಸಿಕೊಂಡರೆ ಕಲಿಕೆ ಸುಲಭವಾಗುತ್ತದೆ. ಸಂಪನ್ಮೂಲ ವ್ಯಕ್ತಿಗಳು ಪ್ರಾಯೋಗಿಕ ತರಬೇತಿ ನೀಡಿದರು. ಪ್ರಾಂಶುಪಾಲರು, ಬೋಧಕ ಸಿಬ್ಬಂದಿ ಹಾಜರಿದ್ದರು. — [826, 525, 908, 617]
story-lead-body-col2: ತುಮಕೂರು: ನಗರ ಸ್ವಚ್ಛತೆ ಕಾಪಾಡುವಲ್ಲಿ ಬಹು ಮುಖ್ಯ ಪಾತ್ರ ವಹಿಸುವ ಪೌರ ಕಾರ್ಮಿಕರ ಹುದ್ದೆಗಳನ್ನು ಭರ್ತಿ ಮಾಡುವ ಅಧಿಕಾರಿಗಳನ್ನು ಕರ್ನಾಟಕ ರಾಜ್ಯ ಸಫಾಯಿ ಕರ್ಮಚಾರಿಗಳ ಆಯೋಗದ ಅಧ್ಯಕ್ಷ ಪಿ.ರಘು ತೀವ್ರ ತರಾಟೆಗೆ ತೆಗೆದುಕೊಂಡರು. ನಗರದ ಬಾಲಭವನದಲ್ಲಿ ಏರ್ಪಡಿಸಿದ್ದ ಕಾರ್ಯಕ್ರಮದಲ್ಲಿ ಪೌರ ಕಾರ್ಮಿಕರ ಸಮಸ್ಯೆಗಳನ್ನು ಆಲಿಸಿದ ಅವರು, ಸ್ವಚ್ಛತಾ ಸಿಬ್ಬಂದಿಗೆ ಗೌರವಯುತ ಬದುಕು ಕಲ್ಪಿಸುವುದು ಪ್ರತಿಯೊಬ್ಬ ಅಧಿಕಾರಿಯ ಕರ್ತವ್ಯ ಎಂದರು. ನೇಮಕಾತಿ ಪ್ರಕ್ರಿಯೆಯಲ್ಲಿ ವಿಳಂಬ ಮಾಡಿದರೆ ಸಂಬಂಧಿಸಿದ ಅಧಿಕಾರಿಗಳ ವಿರುದ್ಧ ಕ್ರಮ ಕೈಗೊಳ್ಳಲಾಗುವುದು, ಗುತ್ತಿಗೆ ಆಧಾರದಲ್ಲಿ ಕೆಲಸ ಮಾಡುತ್ತಿರುವವರಿಗೆ ಕಾಯಂ ಸೌಲಭ್ಯ ದೊರಕಿಸಬೇಕು, ಆರೋಗ್ಯ ತಪಾಸಣೆ, ವಸತಿ ಹಾಗೂ ಸುರಕ್ಷತಾ ಪರಿಕರಗಳನ್ನು ಕಾಲಕಾಲಕ್ಕೆ ವಿತರಿಸಬೇಕು ಎಂದು ಸೂಚಿಸಿದರು. ಜಿಲ್ಲಾಧಿಕಾರಿ, ಪಾಲಿಕೆ ಆಯುಕ್ತರು ಹಾಗೂ ವಿವಿಧ ಇಲಾಖೆಗಳ ಅಧಿಕಾರಿಗಳು ಸಭೆಯಲ್ಲಿ ಉಪಸ್ಥಿತರಿದ್ದರು. — [180, 293, 298, 385]
story-jagadish-kicker: ಜೆಡಿಎಸ್ ಪಕ್ಷ ನೀಡಿದಷ್ಟು ಕೊಡುಗೆ ಇನ್ನಾರೂ ನೀಡಿಲ್ಲ: ಜಗದೀಶ್ — [40, 1070, 670, 1100]
story-jagadish-body-col1: ಕುಣಿಗಲ್: ತಾಲೂಕಿಗೆ ಜೆಡಿಎಸ್ ಪಕ್ಷ ನೀಡಿದಷ್ಟು ಕೊಡುಗೆ ಇನ್ನಾವ ಪಕ್ಷವೂ ನೀಡಿಲ್ಲ. ಕಾಂಗ್ರೆಸ್ ಶಾಸಕರ ಅವಧಿಯಲ್ಲಿ ತಾಲ್ಲೂಕಿನಲ್ಲಿ ಯಾವುದೇ ಅಭಿವೃದ್ಧಿ ಕೆಲಸಗಳಾಗಿಲ್ಲ ಎಂದು ಜೆಡಿಎಸ್ ಮುಖಂಡ ಜಗದೀಶ್ ಆರೋಪಿಸಿದರು. ಪಟ್ಟಣದ ಪಕ್ಷದ ಕಚೇರಿಯಲ್ಲಿ ಸುದ್ದಿಗೋಷ್ಠಿಯಲ್ಲಿ ಮಾತನಾಡಿ, ರಸ್ತೆ, ಕುಡಿಯುವ ನೀರು, ನೀರಾವರಿ ಯೋಜನೆಗಳು ಜೆಡಿಎಸ್ ಅವಧಿಯಲ್ಲಿ ಜಾರಿಯಾಗಿವೆ. ಮುಂಬರುವ ಚುನಾವಣೆಯಲ್ಲಿ ಜನರು ತಕ್ಕ ಉತ್ತರ ನೀಡಲಿದ್ದಾರೆ ಎಂದರು. — [42, 1152, 174, 1201]
story-jagadish-headline: ತಾಲ್ಲೂಕಿನಲ್ಲಿ ಯಾವುದೇ ಅಭಿವೃದ್ಧಿ ಕೆಲಸಗಳಾಗ್ಗಿಲ್ಲ — [109, 1108, 601, 1143]
accused-photo — [696, 144, 752, 216]
story-lead-headline: ಪೌರಕಾರ್ಮಿಕರ ನೇಮಕಾತಿ ವಿಳಂಬ ಸಹಿಸಲ್ಲ — [40, 114, 670, 154]
story-arrest-kicker: ಅಪ್ರಾಪ್ತ ಬಾಲಕಿಗೆ ಕಿರುಕುಳ — [680, 88, 910, 110]
story-nikhil-body-col1: ಗುಬ್ಬಿ: ರಾಜ್ಯ ಸರ್ಕಾರವು ಸ್ಥಳೀಯ ಸಂಸ್ಥೆಗಳ ಚುನಾವಣೆಯನ್ನು ಮುಂದೂಡುತ್ತಾ ಬರುತ್ತಿದ್ದು, ಅವಧಿಗೆ ಸರಿಯಾಗಿ ಚುನಾವಣೆ ನಡೆಸಬೇಕು. ಇದರಿಂದ ಪಕ್ಷಕ್ಕಾಗಿ ದುಡಿಯುವ ಕಾರ್ಯಕರ್ತರಿಗೂ ಅಧಿಕಾರ ಸಿಗಲು ಅವಕಾಶವಾಗುತ್ತದೆ ಎಂದು ಜೆಡಿಎಸ್ ಯುವ ಘಟಕದ ರಾಜ್ಯಾಧ್ಯಕ್ಷ ನಿಖಿಲ್ ಕುಮಾರಸ್ವಾಮಿ ಹೇಳಿದರು. ತಾಲೂಕಿನ ಗ್ರಾಮವೊಂದರಲ್ಲಿ ಕಾರ್ಯಕರ್ತರ ಸಭೆಯಲ್ಲಿ ಮಾತನಾಡಿ, ಪಕ್ಷ ಸಂಘಟನೆಗೆ ಎಲ್ಲರೂ ಒಗ್ಗಟ್ಟಾಗಿ ಶ್ರಮಿಸಬೇಕು ಎಂದು ಕರೆ ನೀಡಿದರು. — [42, 887, 172, 936]
story-lead-photo — [180, 180, 546, 290]
story-nikhil-body-col2: ಗುಬ್ಬಿ: ರಾಜ್ಯ ಸರ್ಕಾರವು ಸ್ಥಳೀಯ ಸಂಸ್ಥೆಗಳ ಚುನಾವಣೆಯನ್ನು ಮುಂದೂಡುತ್ತಾ ಬರುತ್ತಿದ್ದು, ಅವಧಿಗೆ ಸರಿಯಾಗಿ ಚುನಾವಣೆ ನಡೆಸಬೇಕು. ಇದರಿಂದ ಪಕ್ಷಕ್ಕಾಗಿ ದುಡಿಯುವ ಕಾರ್ಯಕರ್ತರಿಗೂ ಅಧಿಕಾರ ಸಿಗಲು ಅವಕಾಶವಾಗುತ್ತದೆ ಎಂದು ಜೆಡಿಎಸ್ ಯುವ ಘಟಕದ ರಾಜ್ಯಾಧ್ಯಕ್ಷ ನಿಖಿಲ್ ಕುಮಾರಸ್ವಾಮಿ ಹೇಳಿದರು. ತಾಲೂಕಿನ ಗ್ರಾಮವೊಂದರಲ್ಲಿ ಕಾರ್ಯಕರ್ತರ ಸಭೆಯಲ್ಲಿ ಮಾತನಾಡಿ, ಪಕ್ಷ ಸಂಘಟನೆಗೆ ಎಲ್ಲರೂ ಒಗ್ಗಟ್ಟಾಗಿ ಶ್ರಮಿಸಬೇಕು ಎಂದು ಕರೆ ನೀಡಿದರು. — [456, 887, 552, 950]
